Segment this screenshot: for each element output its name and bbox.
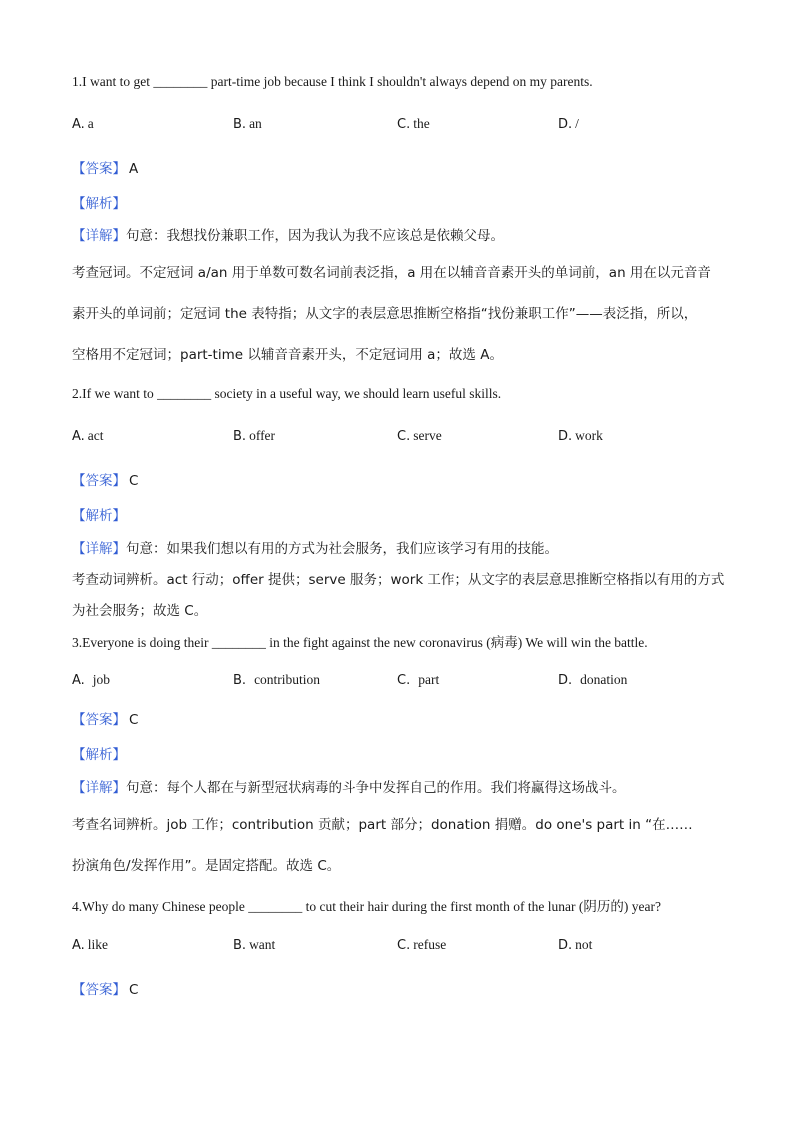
option-b: B. an <box>233 116 262 132</box>
question-1-analysis-label: 【解析】 <box>72 196 126 212</box>
question-2-stem: 2.If we want to ________ society in a useful way, we should learn useful skills. <box>72 386 502 401</box>
question-2-detail: 【详解】句意：如果我们想以有用的方式为社会服务，我们应该学习有用的技能。 <box>72 541 558 557</box>
option-a: A. job <box>72 672 111 688</box>
question-2-explanation-line: 考查动词辨析。act 行动；offer 提供；serve 服务；work 工作；从文字的表层意思推断空格指以有用的方式 <box>72 572 725 588</box>
option-d: D. work <box>558 428 603 444</box>
option-d: D. / <box>558 116 579 132</box>
question-3-detail: 【详解】句意：每个人都在与新型冠状病毒的斗争中发挥自己的作用。我们将赢得这场战斗。 <box>72 780 626 796</box>
question-4-stem: 4.Why do many Chinese people ________ to cut their hair during the first month of the lunar (阴历的) year? <box>72 899 661 914</box>
question-4-options <box>72 937 732 957</box>
option-c: C. serve <box>397 428 442 444</box>
question-2-answer: 【答案】 C <box>72 473 139 489</box>
option-c: C. refuse <box>397 937 447 953</box>
question-3-answer: 【答案】 C <box>72 712 139 728</box>
option-a: A. a <box>72 116 94 132</box>
question-1-explanation-line: 考查冠词。不定冠词 a/an 用于单数可数名词前表泛指，a 用在以辅音音素开头的单词前，an 用在以元音音 <box>72 265 711 281</box>
option-c: C. part <box>397 672 440 688</box>
question-1-detail: 【详解】句意：我想找份兼职工作，因为我认为我不应该总是依赖父母。 <box>72 228 504 244</box>
option-d: D. not <box>558 937 593 953</box>
question-2-options <box>72 428 732 448</box>
option-a: A. like <box>72 937 109 953</box>
question-3-analysis-label: 【解析】 <box>72 747 126 763</box>
question-1-explanation-line: 空格用不定冠词；part-time 以辅音音素开头，不定冠词用 a；故选 A。 <box>72 347 503 363</box>
question-3-stem: 3.Everyone is doing their ________ in the fight against the new coronavirus (病毒) We will win the battle. <box>72 635 648 650</box>
question-2-explanation-line: 为社会服务；故选 C。 <box>72 603 208 619</box>
question-1-options <box>72 116 732 136</box>
question-1-stem: 1.I want to get ________ part-time job because I think I shouldn't always depend on my parents. <box>72 74 593 89</box>
option-b: B. offer <box>233 428 276 444</box>
option-b: B. want <box>233 937 276 953</box>
question-2-analysis-label: 【解析】 <box>72 508 126 524</box>
question-4-answer: 【答案】 C <box>72 982 139 998</box>
question-1-explanation-line: 素开头的单词前；定冠词 the 表特指；从文字的表层意思推断空格指“找份兼职工作”——表泛指，所以， <box>72 306 698 322</box>
question-3-explanation-line: 扮演角色/发挥作用”。是固定搭配。故选 C。 <box>72 858 341 874</box>
option-c: C. the <box>397 116 430 132</box>
option-d: D. donation <box>558 672 628 688</box>
question-3-options <box>72 672 732 692</box>
option-b: B. contribution <box>233 672 321 688</box>
question-3-explanation-line: 考查名词辨析。job 工作；contribution 贡献；part 部分；donation 捐赠。do one's part in “在…… <box>72 817 693 833</box>
option-a: A. act <box>72 428 104 444</box>
question-1-answer: 【答案】 A <box>72 161 139 177</box>
